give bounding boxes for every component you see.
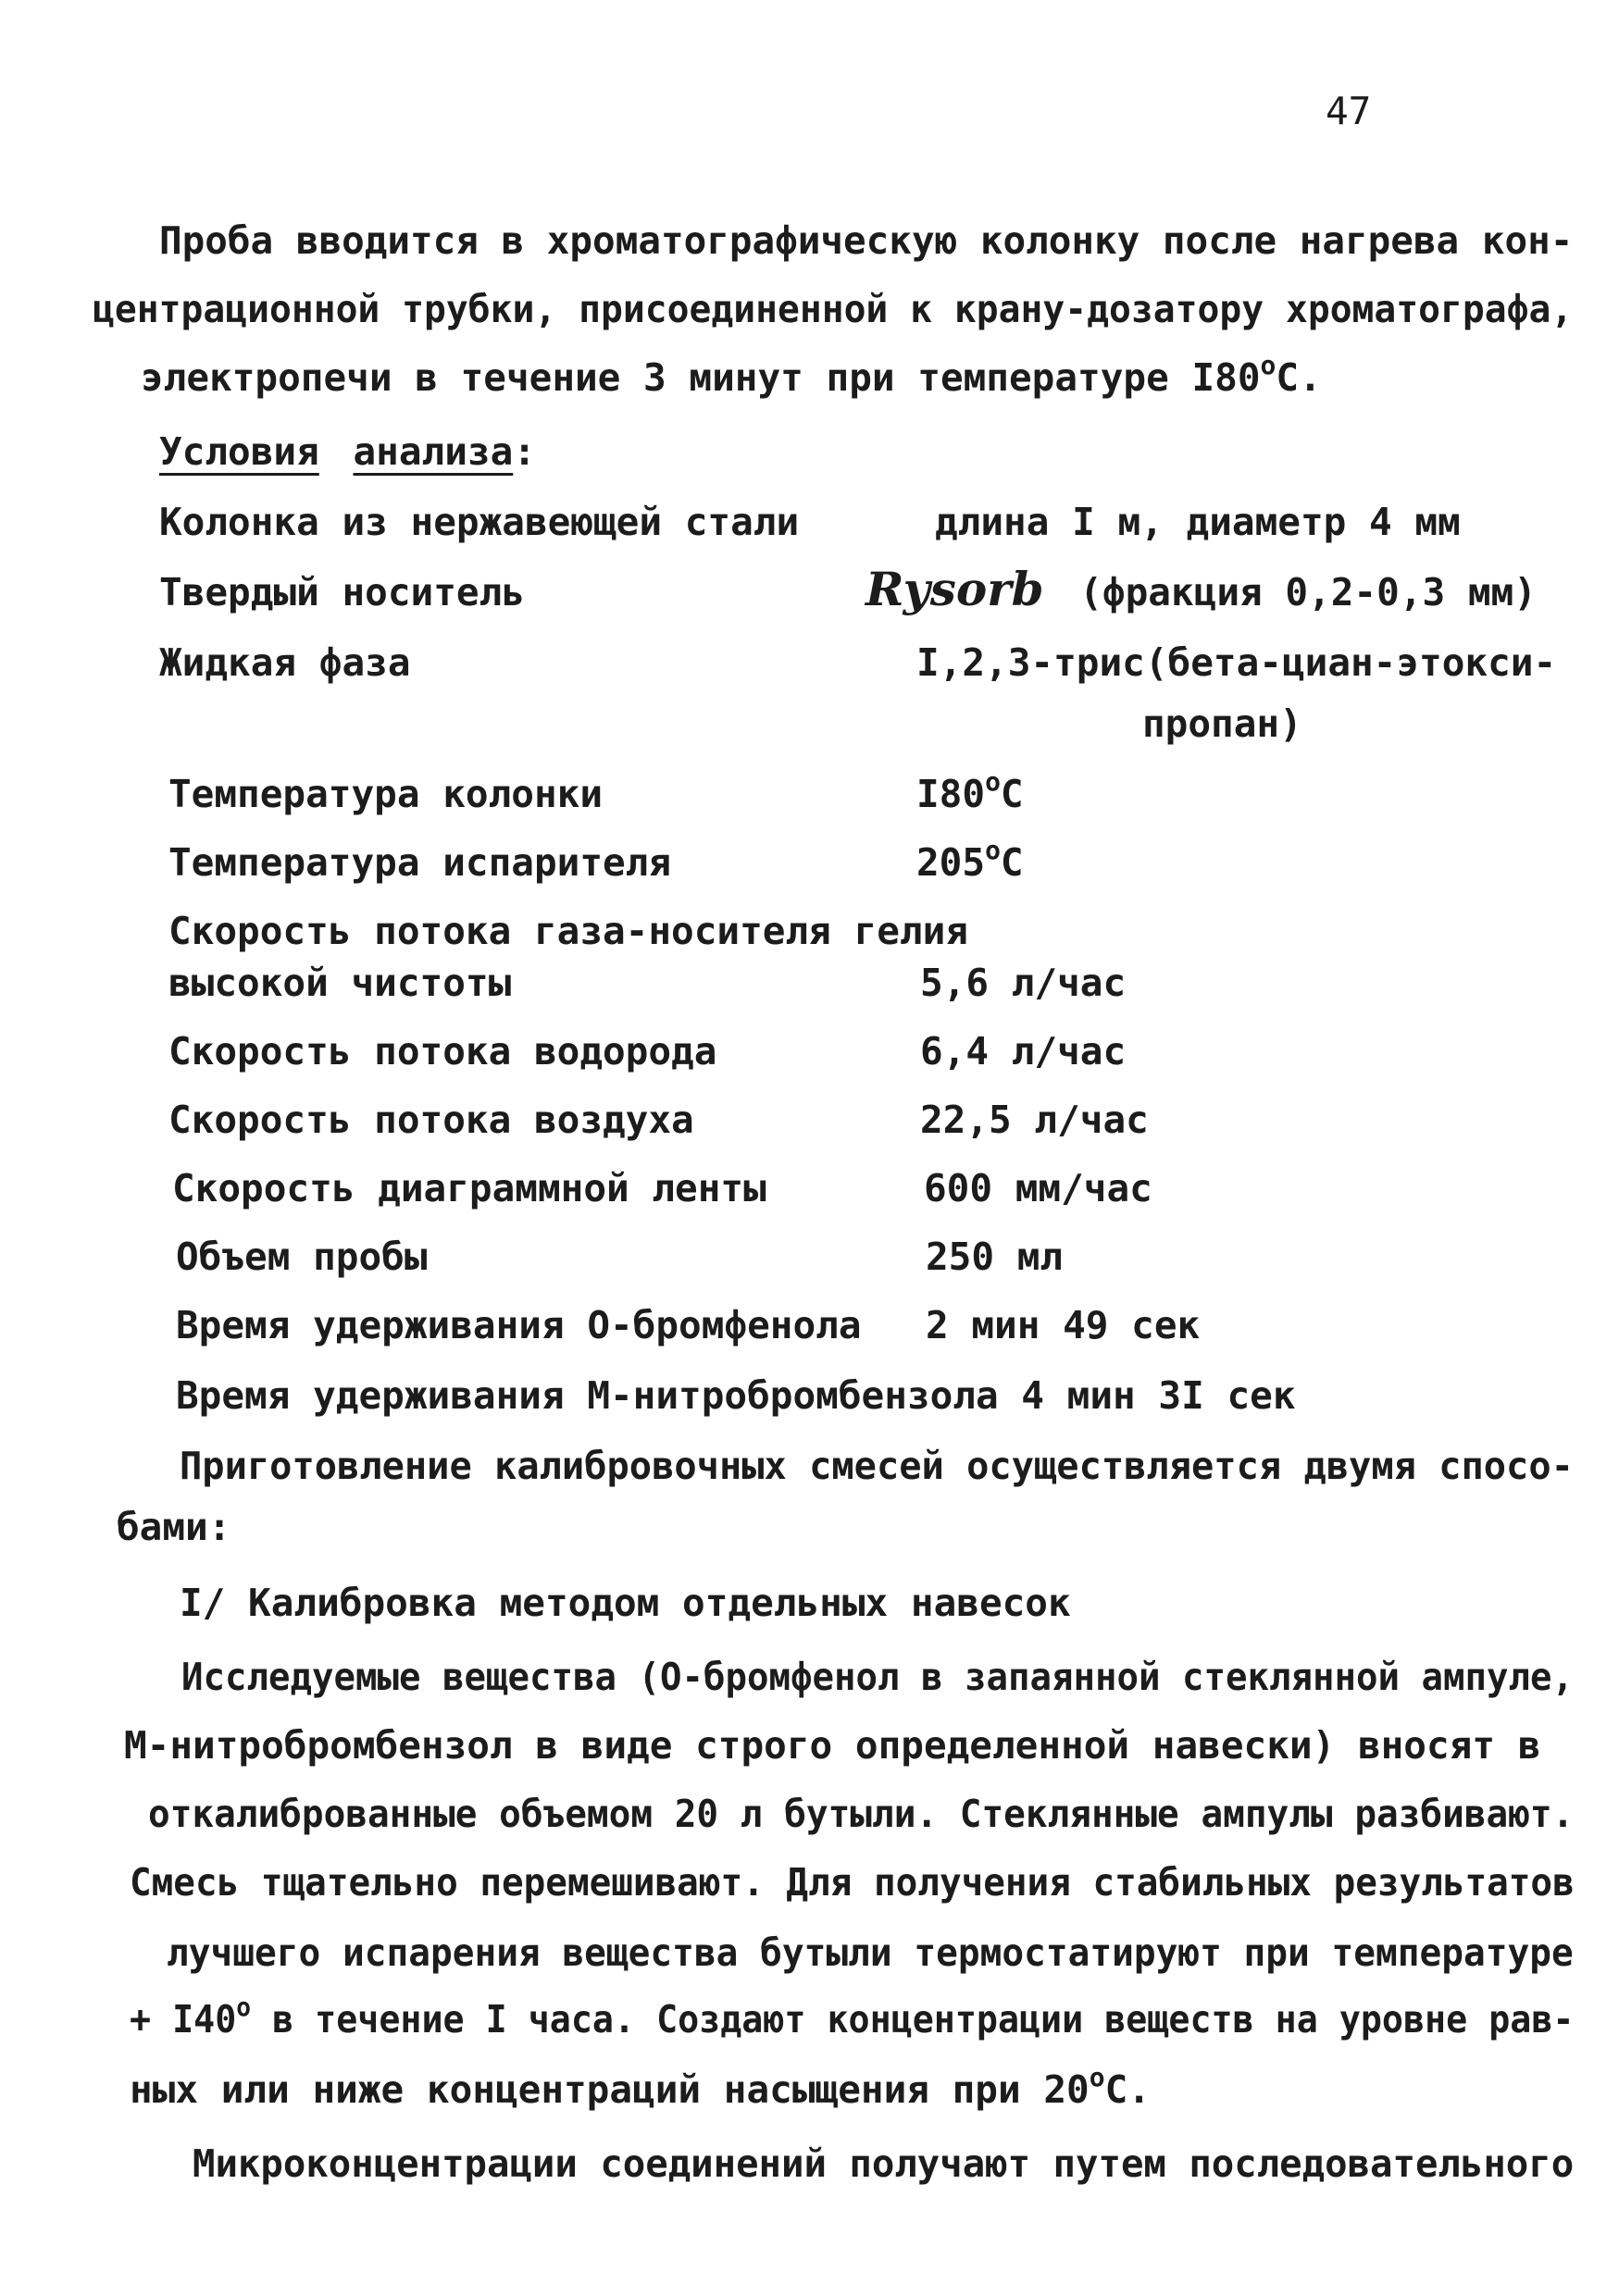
calibration-paragraph-line-6: [130, 1992, 1575, 2042]
calibration-paragraph-line-3: откалиброванные объемом 20 л бутыли. Стеклянные ампулы разбивают.: [148, 1792, 1575, 1836]
calibration-paragraph-line-4: Смесь тщательно перемешивают. Для получения стабильных результатов: [130, 1860, 1575, 1905]
handwritten-carrier-name: Rysorb: [866, 562, 1044, 616]
condition-value-liquid-phase: I,2,3-трис(бета-циан-этокси-: [916, 640, 1557, 685]
retention-nitrobromobenzene-line: Время удерживания М-нитробромбензола 4 мин 3I сек: [176, 1373, 1296, 1418]
degree-sign: o: [985, 766, 1001, 797]
evaporator-temp-unit: С: [1000, 840, 1024, 885]
temperature-value: + I40: [130, 1997, 237, 2042]
condition-label-column-temp: Температура колонки: [168, 772, 603, 816]
column-temp-value: I80: [916, 772, 986, 816]
condition-value-sample-volume: 250 мл: [926, 1235, 1064, 1279]
intro-line-2: центрационной трубки, присоединенной к крану-дозатору хроматографа,: [93, 287, 1574, 331]
condition-value-retention-bromophenol: 2 мин 49 сек: [926, 1303, 1201, 1347]
calibration-line-1: Приготовление калибровочных смесей осуществляется двумя спосо-: [180, 1444, 1574, 1488]
condition-label-evaporator-temp: Температура испарителя: [168, 840, 672, 885]
condition-value-column: длина I м, диаметр 4 мм: [935, 500, 1461, 544]
condition-value-hydrogen-flow: 6,4 л/час: [920, 1029, 1127, 1074]
calibration-paragraph-line-1: Исследуемые вещества (О-бромфенол в запаянной стеклянной ампуле,: [181, 1655, 1574, 1699]
calibration-paragraph-line-2: М-нитробромбензол в виде строго определенной навески) вносят в: [124, 1723, 1541, 1768]
carrier-fraction: (фракция 0,2-0,3 мм): [1079, 570, 1537, 614]
condition-label-helium-flow: Скорость потока газа-носителя гелия: [168, 909, 968, 953]
condition-value-carrier: [866, 562, 1537, 616]
conditions-heading-word-2: анализа: [353, 429, 514, 474]
intro-line-3: [141, 350, 1322, 400]
intro-line-1: Проба вводится в хроматографическую колонку после нагрева кон-: [159, 218, 1574, 263]
degree-sign: o: [985, 835, 1001, 865]
calibration-paragraph-line-5: лучшего испарения вещества бутыли термостатируют при температуре: [167, 1930, 1574, 1975]
condition-value-column-temp: [916, 766, 1024, 816]
conditions-heading-colon: :: [513, 429, 536, 474]
condition-value-helium-flow: 5,6 л/час: [920, 961, 1127, 1005]
calibration-method-1-heading: I/ Калибровка методом отдельных навесок: [180, 1581, 1071, 1625]
calibration-paragraph-line-7: [130, 2062, 1151, 2112]
condition-label-carrier: Твердый носитель: [159, 570, 525, 614]
intro-line-3-unit: С.: [1276, 355, 1322, 400]
condition-label-sample-volume: Объем пробы: [176, 1235, 428, 1279]
evaporator-temp-value: 205: [916, 840, 986, 885]
degree-sign: o: [1089, 2062, 1105, 2092]
condition-label-liquid-phase: Жидкая фаза: [159, 640, 411, 685]
condition-label-chart-speed: Скорость диаграммной ленты: [172, 1166, 766, 1210]
condition-label-column: Колонка из нержавеющей стали: [159, 500, 800, 544]
calibration-paragraph-line-7-unit: С.: [1104, 2067, 1151, 2112]
condition-label-hydrogen-flow: Скорость потока водорода: [168, 1029, 717, 1074]
condition-value-liquid-phase-cont: пропан): [1142, 701, 1302, 746]
condition-label-air-flow: Скорость потока воздуха: [168, 1098, 694, 1142]
condition-label-retention-bromophenol: Время удерживания О-бромфенола: [176, 1303, 862, 1347]
condition-value-chart-speed: 600 мм/час: [924, 1166, 1152, 1210]
calibration-paragraph-line-6-text: в течение I часа. Создают концентрации веществ на уровне рав-: [251, 1997, 1575, 2042]
calibration-paragraph-line-8: Микроконцентрации соединений получают путем последовательного: [193, 2141, 1575, 2186]
column-temp-unit: С: [1000, 772, 1024, 816]
conditions-heading: [159, 429, 536, 474]
condition-label-helium-flow-cont: высокой чистоты: [168, 961, 512, 1005]
degree-sign: o: [236, 1992, 252, 2022]
calibration-paragraph-line-7-text: ных или ниже концентраций насыщения при 20: [130, 2067, 1090, 2112]
calibration-line-2: бами:: [117, 1505, 231, 1549]
condition-value-air-flow: 22,5 л/час: [920, 1098, 1149, 1142]
conditions-heading-word-1: Условия: [159, 429, 319, 474]
page-number: 47: [1326, 89, 1372, 133]
condition-value-evaporator-temp: [916, 835, 1024, 885]
degree-sign: o: [1260, 350, 1277, 380]
intro-line-3-text: электропечи в течение 3 минут при температуре I80: [141, 355, 1261, 400]
